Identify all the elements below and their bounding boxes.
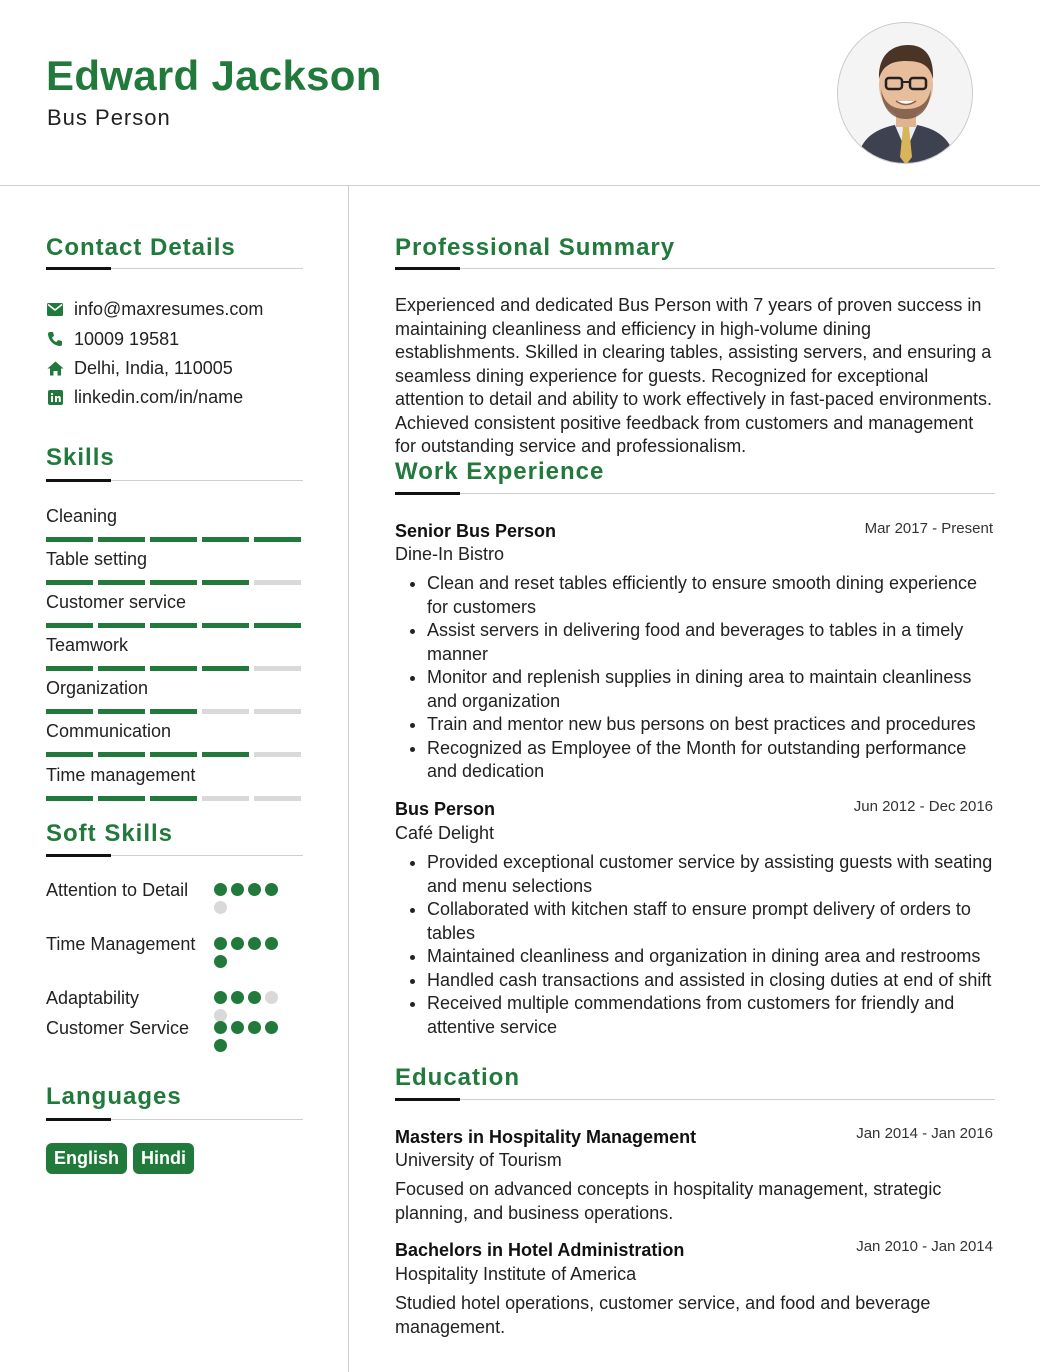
- skill-level-segment: [98, 752, 145, 757]
- job-dates: Mar 2017 - Present: [864, 520, 993, 537]
- soft-skill-level-dot: [265, 1021, 278, 1034]
- skill-level-bar: [46, 623, 301, 628]
- skill-level-segment: [46, 623, 93, 628]
- languages-list: [46, 1143, 194, 1174]
- job-bullet: Monitor and replenish supplies in dining area to maintain cleanliness and organization: [395, 666, 995, 713]
- soft-skill-level-dot: [265, 991, 278, 1004]
- contact-email: [46, 298, 263, 320]
- skill-level-segment: [46, 666, 93, 671]
- education-heading: Education: [395, 1064, 521, 1091]
- language-tag: Hindi: [133, 1143, 194, 1174]
- job-dates: Jun 2012 - Dec 2016: [853, 798, 993, 815]
- skill-level-segment: [46, 580, 93, 585]
- candidate-name: Edward Jackson: [46, 52, 382, 99]
- skill-level-bar: [46, 537, 301, 542]
- soft-skill-level-dot: [214, 955, 227, 968]
- summary-heading: Professional Summary: [395, 234, 676, 261]
- skill-level-segment: [150, 752, 197, 757]
- skill-level-segment: [150, 709, 197, 714]
- skill-level-segment: [254, 666, 301, 671]
- soft-skill-level-dot: [214, 883, 227, 896]
- degree-title: Bachelors in Hotel Administration: [395, 1240, 685, 1260]
- skill-level-segment: [46, 752, 93, 757]
- soft-skills-heading: Soft Skills: [46, 820, 174, 847]
- skill-level-segment: [202, 580, 249, 585]
- languages-rule: [46, 1119, 303, 1120]
- skill-level-segment: [150, 580, 197, 585]
- soft-skill-level-dot: [214, 991, 227, 1004]
- school-name: University of Tourism: [395, 1150, 562, 1170]
- skill-label: Teamwork: [46, 635, 129, 655]
- soft-skill-level-dot: [214, 1039, 227, 1052]
- skill-level-bar: [46, 580, 301, 585]
- soft-skill-level-dots: [214, 883, 294, 914]
- skill-level-segment: [98, 666, 145, 671]
- soft-skill-label: Time Management: [46, 934, 196, 954]
- soft-skill-level-dot: [265, 883, 278, 896]
- summary-rule: [395, 268, 995, 269]
- skill-level-segment: [254, 709, 301, 714]
- soft-skill-level-dot: [265, 937, 278, 950]
- contact-rule: [46, 268, 303, 269]
- skill-level-segment: [254, 580, 301, 585]
- resume-header: [0, 0, 1040, 186]
- soft-skill-level-dot: [248, 883, 261, 896]
- skill-level-segment: [202, 709, 249, 714]
- skill-level-segment: [98, 796, 145, 801]
- job-employer: Café Delight: [395, 823, 495, 843]
- job-bullet: Handled cash transactions and assisted in closing duties at end of shift: [395, 969, 995, 993]
- soft-skill-level-dots: [214, 991, 294, 1022]
- job-bullets: [395, 572, 995, 784]
- job-bullet: Received multiple commendations from customers for friendly and attentive service: [395, 992, 995, 1039]
- linkedin-icon: [46, 388, 64, 406]
- contact-phone-text: 10009 19581: [74, 328, 180, 349]
- language-tag: English: [46, 1143, 127, 1174]
- languages-heading: Languages: [46, 1083, 182, 1110]
- experience-rule: [395, 493, 995, 494]
- summary-text: Experienced and dedicated Bus Person with 7 years of proven success in maintaining cleanliness and efficiency in high-volume dining establishments. Skilled in clearing tables, assisting servers, and ensuring a seamless dining experience for guests. Recognized for exceptional attention to detail and ability to work effectively in fast-paced environments. Achieved consistent positive feedback from customers and management for outstanding service and professionalism.: [395, 295, 992, 456]
- contact-phone: [46, 328, 179, 350]
- skill-row: [46, 677, 302, 699]
- contact-email-text: info@maxresumes.com: [74, 298, 264, 319]
- job-bullets: [395, 851, 995, 1039]
- skill-level-segment: [150, 666, 197, 671]
- soft-skill-level-dots: [214, 1021, 294, 1052]
- education-rule: [395, 1099, 995, 1100]
- job-bullet: Train and mentor new bus persons on best practices and procedures: [395, 713, 995, 737]
- candidate-title: Bus Person: [47, 105, 171, 130]
- skill-label: Organization: [46, 678, 149, 698]
- skill-level-segment: [98, 580, 145, 585]
- skill-label: Cleaning: [46, 506, 118, 526]
- soft-skill-level-dot: [231, 991, 244, 1004]
- skills-rule: [46, 480, 303, 481]
- soft-skills-rule: [46, 855, 303, 856]
- soft-skill-label: Attention to Detail: [46, 880, 189, 900]
- skill-level-bar: [46, 709, 301, 714]
- soft-skill-level-dots: [214, 937, 294, 968]
- soft-skill-level-dot: [214, 937, 227, 950]
- job-employer: Dine-In Bistro: [395, 544, 505, 564]
- skill-level-segment: [202, 537, 249, 542]
- skill-level-segment: [150, 796, 197, 801]
- job-bullet: Collaborated with kitchen staff to ensure prompt delivery of orders to tables: [395, 898, 995, 945]
- job-bullet: Recognized as Employee of the Month for outstanding performance and dedication: [395, 737, 995, 784]
- job-title: Senior Bus Person: [395, 521, 557, 541]
- contact-linkedin-text[interactable]: linkedin.com/in/name: [74, 386, 244, 407]
- skill-level-segment: [254, 752, 301, 757]
- job-bullet: Maintained cleanliness and organization in dining area and restrooms: [395, 945, 995, 969]
- soft-skill-level-dot: [248, 991, 261, 1004]
- skills-heading: Skills: [46, 444, 115, 471]
- degree-description: Focused on advanced concepts in hospitality management, strategic planning, and business operations.: [395, 1179, 942, 1223]
- home-icon: [46, 359, 64, 377]
- experience-heading: Work Experience: [395, 458, 605, 485]
- contact-heading: Contact Details: [46, 234, 236, 261]
- profile-photo: [837, 22, 973, 164]
- soft-skill-label: Customer Service: [46, 1018, 190, 1038]
- skill-level-segment: [46, 796, 93, 801]
- contact-address-text: Delhi, India, 110005: [74, 357, 233, 378]
- soft-skill-level-dot: [231, 937, 244, 950]
- skill-level-segment: [98, 623, 145, 628]
- job-bullet: Provided exceptional customer service by assisting guests with seating and menu selections: [395, 851, 995, 898]
- skill-level-segment: [150, 623, 197, 628]
- skill-row: [46, 720, 302, 742]
- skill-label: Communication: [46, 721, 172, 741]
- contact-address: [46, 357, 233, 379]
- soft-skill-level-dot: [248, 1021, 261, 1034]
- skill-level-segment: [98, 709, 145, 714]
- skill-level-segment: [254, 537, 301, 542]
- skill-row: [46, 591, 302, 613]
- skill-level-segment: [202, 666, 249, 671]
- skill-label: Time management: [46, 765, 196, 785]
- soft-skill-label: Adaptability: [46, 988, 140, 1008]
- skill-level-segment: [202, 752, 249, 757]
- phone-icon: [46, 330, 64, 348]
- job-bullet: Clean and reset tables efficiently to ensure smooth dining experience for customers: [395, 572, 995, 619]
- skill-level-segment: [46, 709, 93, 714]
- skill-level-segment: [46, 537, 93, 542]
- school-name: Hospitality Institute of America: [395, 1264, 637, 1284]
- skill-label: Table setting: [46, 549, 148, 569]
- skill-row: [46, 634, 302, 656]
- degree-title: Masters in Hospitality Management: [395, 1127, 697, 1147]
- degree-dates: Jan 2014 - Jan 2016: [856, 1125, 993, 1142]
- skill-level-segment: [202, 623, 249, 628]
- skill-level-segment: [254, 623, 301, 628]
- skill-level-bar: [46, 666, 301, 671]
- contact-linkedin[interactable]: [46, 386, 243, 408]
- skill-row: [46, 548, 302, 570]
- skill-label: Customer service: [46, 592, 187, 612]
- skill-level-bar: [46, 752, 301, 757]
- job-bullet: Assist servers in delivering food and beverages to tables in a timely manner: [395, 619, 995, 666]
- degree-dates: Jan 2010 - Jan 2014: [856, 1238, 993, 1255]
- envelope-icon: [46, 300, 64, 318]
- soft-skill-level-dot: [231, 883, 244, 896]
- soft-skill-level-dot: [214, 901, 227, 914]
- skill-level-segment: [98, 537, 145, 542]
- degree-description: Studied hotel operations, customer service, and food and beverage management.: [395, 1293, 931, 1337]
- skill-level-segment: [202, 796, 249, 801]
- skill-level-segment: [150, 537, 197, 542]
- column-divider: [348, 186, 349, 1372]
- soft-skill-level-dot: [231, 1021, 244, 1034]
- soft-skill-level-dot: [214, 1021, 227, 1034]
- skill-level-bar: [46, 796, 301, 801]
- job-title: Bus Person: [395, 799, 496, 819]
- skill-row: [46, 764, 302, 786]
- soft-skill-level-dot: [248, 937, 261, 950]
- skill-level-segment: [254, 796, 301, 801]
- skill-row: [46, 505, 302, 527]
